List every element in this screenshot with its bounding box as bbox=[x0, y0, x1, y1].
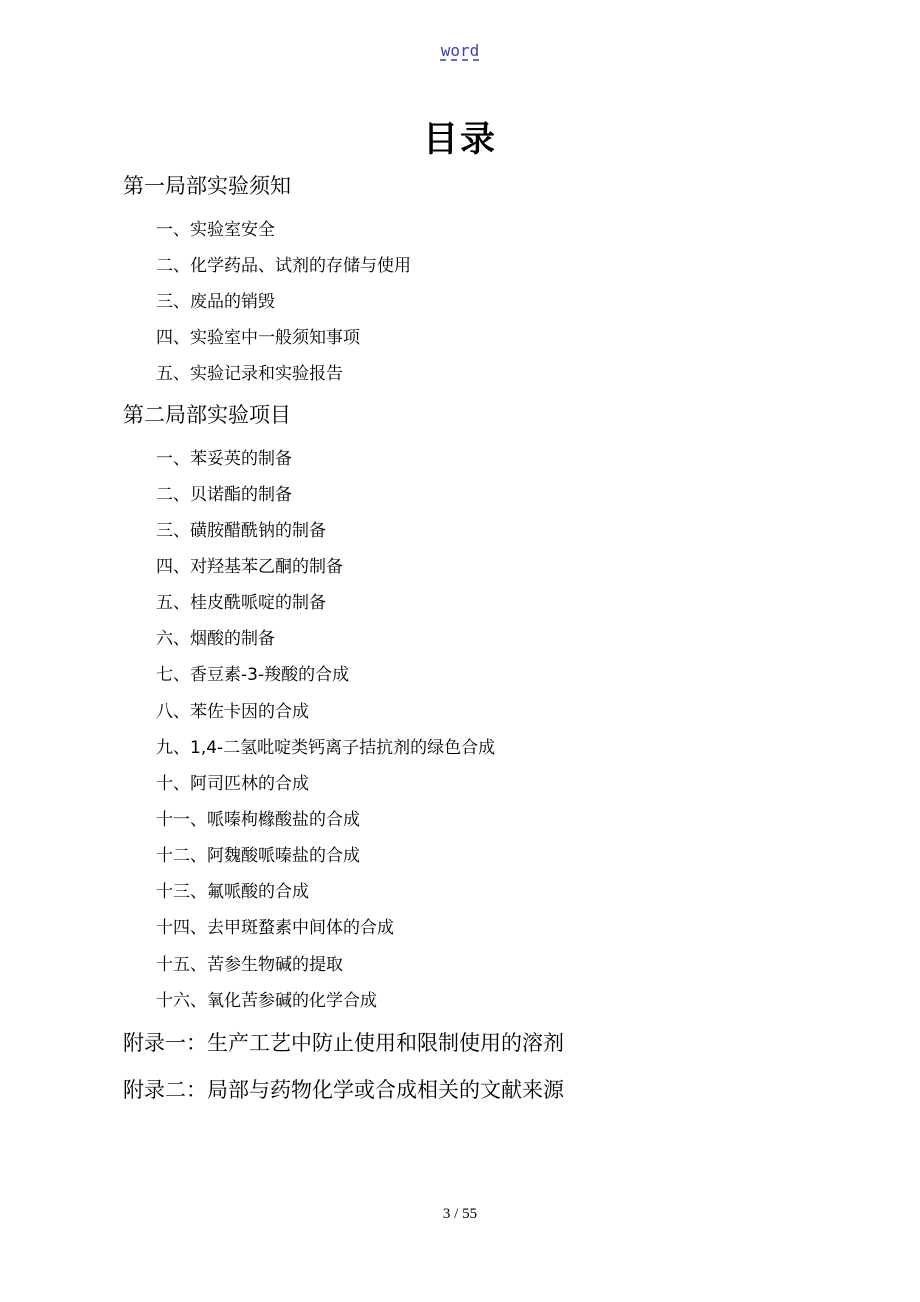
toc-item: 五、实验记录和实验报告 bbox=[156, 364, 343, 384]
toc-item: 一、苯妥英的制备 bbox=[156, 449, 292, 469]
toc-item: 五、桂皮酰哌啶的制备 bbox=[156, 593, 326, 613]
toc-item: 十一、哌嗪枸橼酸盐的合成 bbox=[156, 810, 360, 830]
toc-item: 四、对羟基苯乙酮的制备 bbox=[156, 557, 343, 577]
toc-item: 四、实验室中一般须知事项 bbox=[156, 328, 360, 348]
toc-item: 一、实验室安全 bbox=[156, 220, 275, 240]
toc-item: 十六、氧化苦参碱的化学合成 bbox=[156, 991, 377, 1011]
toc-item: 七、香豆素-3-羧酸的合成 bbox=[156, 665, 350, 685]
toc-item: 二、化学药品、试剂的存储与使用 bbox=[156, 256, 411, 276]
toc-item: 三、磺胺醋酰钠的制备 bbox=[156, 521, 326, 541]
header-word-link[interactable]: word bbox=[440, 41, 480, 60]
toc-item: 六、烟酸的制备 bbox=[156, 629, 275, 649]
toc-appendix-1: 附录一：生产工艺中防止使用和限制使用的溶剂 bbox=[123, 1031, 564, 1055]
toc-item: 十五、苦参生物碱的提取 bbox=[156, 955, 343, 975]
toc-appendix-2: 附录二：局部与药物化学或合成相关的文献来源 bbox=[123, 1078, 564, 1102]
toc-item: 八、苯佐卡因的合成 bbox=[156, 702, 309, 722]
toc-section-1-title: 第一局部实验须知 bbox=[123, 174, 291, 198]
toc-item: 十二、阿魏酸哌嗪盐的合成 bbox=[156, 846, 360, 866]
toc-item: 十四、去甲斑蝥素中间体的合成 bbox=[156, 918, 394, 938]
toc-item: 十三、氟哌酸的合成 bbox=[156, 882, 309, 902]
toc-item: 九、1,4-二氢吡啶类钙离子拮抗剂的绿色合成 bbox=[156, 738, 496, 758]
page-title: 目录 bbox=[422, 120, 497, 160]
toc-item: 三、废品的销毁 bbox=[156, 292, 275, 312]
toc-section-2-title: 第二局部实验项目 bbox=[123, 403, 291, 427]
toc-item: 十、阿司匹林的合成 bbox=[156, 774, 309, 794]
page-number: 3 / 55 bbox=[442, 1206, 478, 1222]
toc-item: 二、贝诺酯的制备 bbox=[156, 485, 292, 505]
